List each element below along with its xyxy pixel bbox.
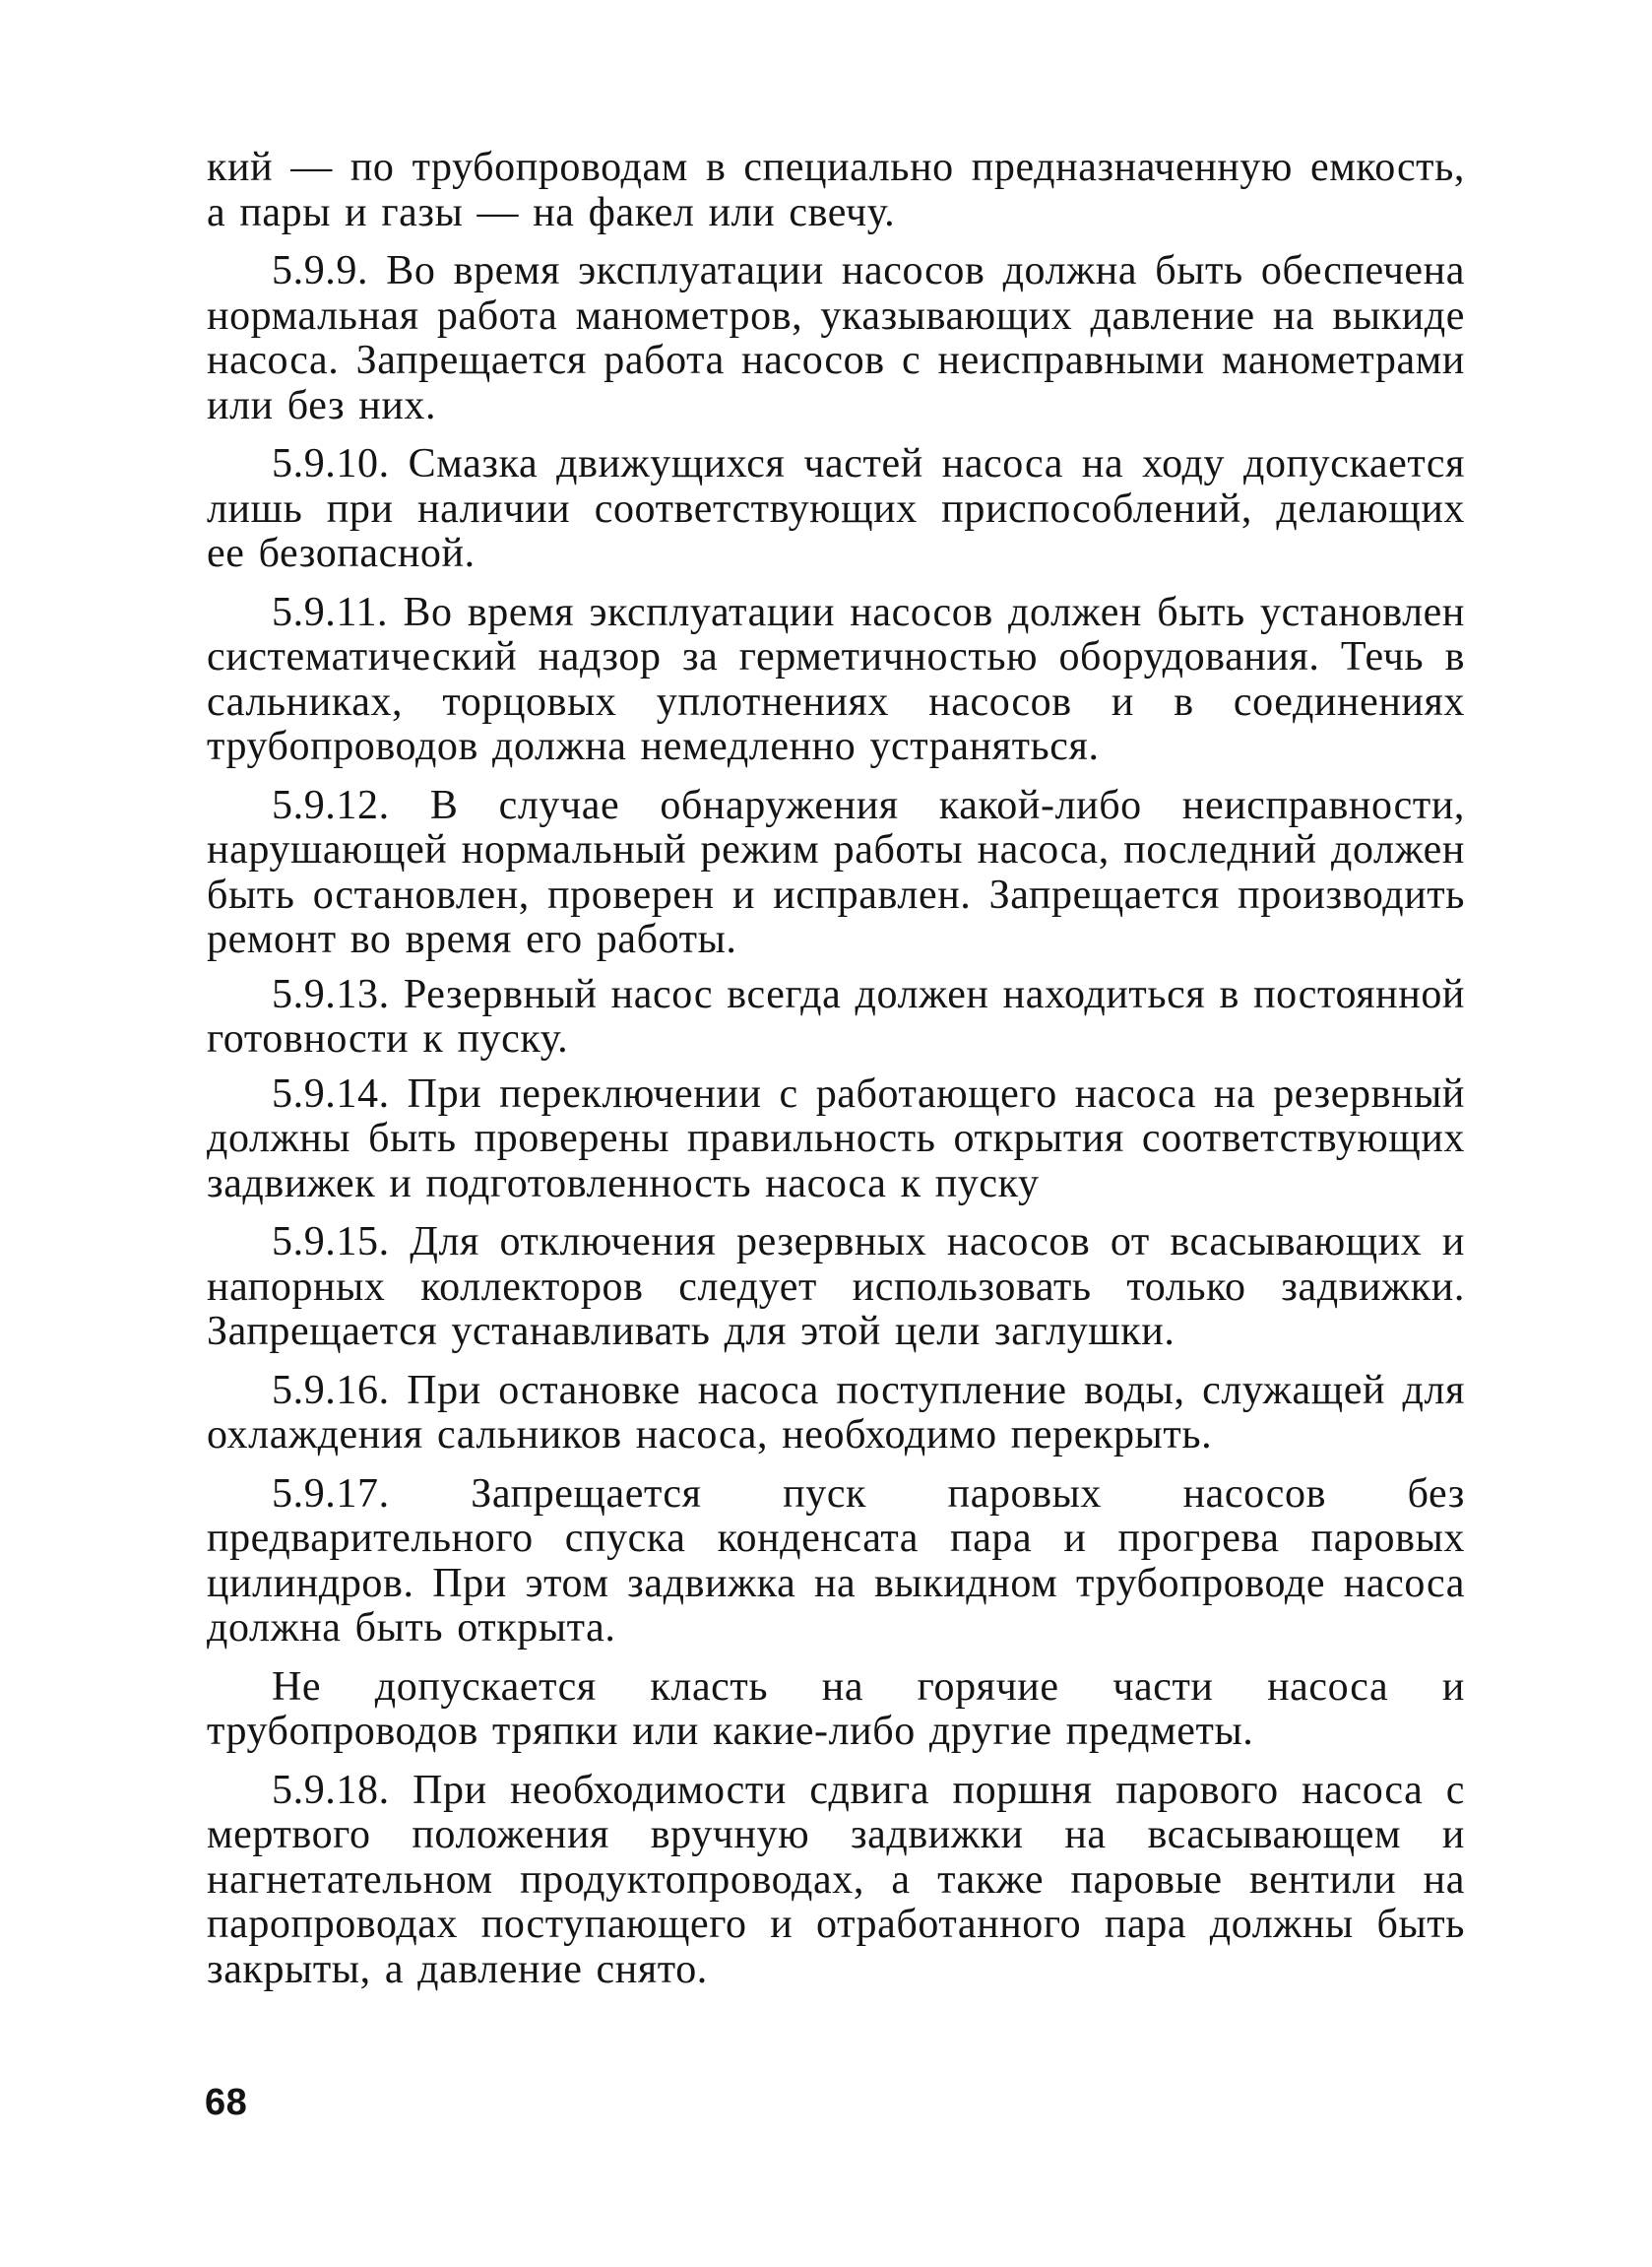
paragraph-5-9-17-note: Не допускается класть на горячие части насоса и трубопроводов тряпки или какие-либо другие предметы. xyxy=(207,1663,1465,1754)
paragraph-continuation: кий — по трубопроводам в специально предназначенную емкость, а пары и газы — на факел или свечу. xyxy=(207,145,1465,235)
paragraph-5-9-15: 5.9.15. Для отключения резервных насосов от всасывающих и напорных коллекторов следует использовать только задвижки. Запрещается устанавливать для этой цели заглушки. xyxy=(207,1219,1465,1354)
paragraph-5-9-10: 5.9.10. Смазка движущихся частей насоса на ходу допускается лишь при наличии соответствующих приспособлений, делающих ее безопасной. xyxy=(207,441,1465,576)
paragraph-5-9-16: 5.9.16. При остановке насоса поступление воды, служащей для охлаждения сальников насоса, необходимо перекрыть. xyxy=(207,1367,1465,1457)
paragraph-5-9-11: 5.9.11. Во время эксплуатации насосов должен быть установлен систематический надзор за герметичностью оборудования. Течь в сальниках, торцовых уплотнениях насосов и в соединениях трубопроводов должна немедленно устраняться. xyxy=(207,589,1465,769)
paragraph-5-9-14: 5.9.14. При переключении с работающего насоса на резервный должны быть проверены правильность открытия соответствующих задвижек и подготовленность насоса к пуску xyxy=(207,1070,1465,1206)
paragraph-5-9-17: 5.9.17. Запрещается пуск паровых насосов без предварительного спуска конденсата пара и прогрева паровых цилиндров. При этом задвижка на выкидном трубопроводе насоса должна быть открыта. xyxy=(207,1470,1465,1651)
paragraph-5-9-9: 5.9.9. Во время эксплуатации насосов должна быть обеспечена нормальная работа манометров, указывающих давление на выкиде насоса. Запрещается работа насосов с неисправными манометрами или без них. xyxy=(207,248,1465,428)
paragraph-5-9-18: 5.9.18. При необходимости сдвига поршня парового насоса с мертвого положения вручную задвижки на всасывающем и нагнетательном продуктопроводах, а также паровые вентили на паропроводах поступающего и отработанного пара должны быть закрыты, а давление снято. xyxy=(207,1767,1465,1992)
paragraph-5-9-13: 5.9.13. Резервный насос всегда должен находиться в постоянной готовности к пуску. xyxy=(207,971,1465,1062)
page-number: 68 xyxy=(205,2082,248,2123)
paragraph-5-9-12: 5.9.12. В случае обнаружения какой-либо неисправности, нарушающей нормальный режим работы насоса, последний должен быть остановлен, проверен и исправлен. Запрещается производить ремонт во время его работы. xyxy=(207,782,1465,962)
body-text xyxy=(207,146,1465,2006)
